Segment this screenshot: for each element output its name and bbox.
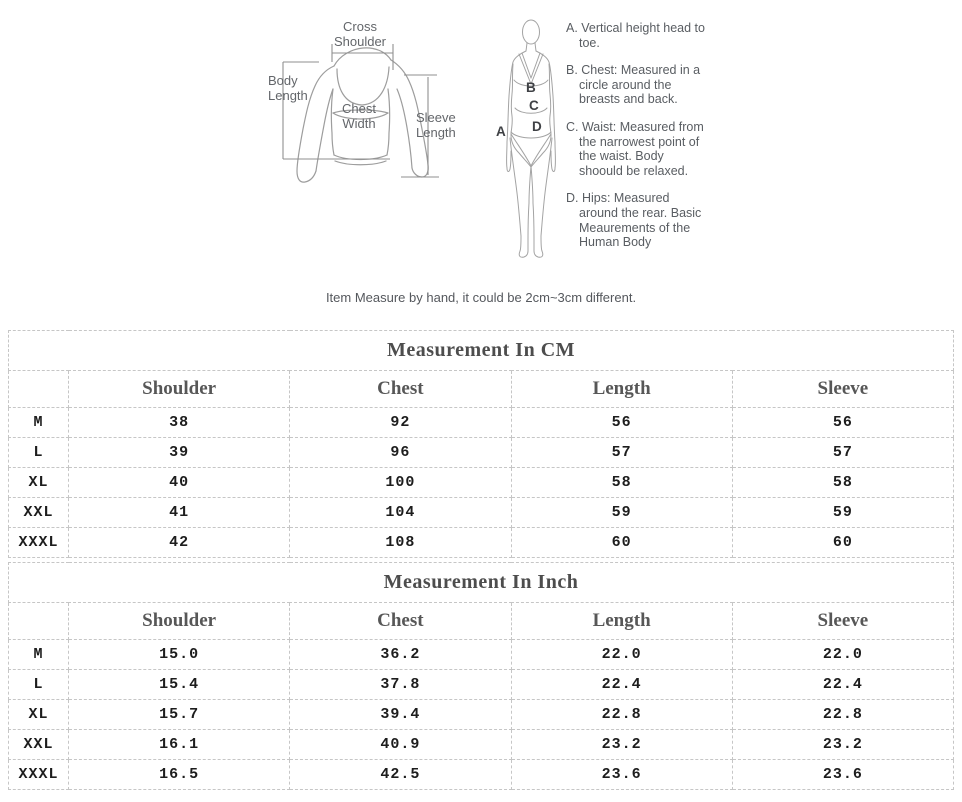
inch-table-title: Measurement In Inch <box>9 563 954 603</box>
value-cell: 23.2 <box>732 730 953 760</box>
value-cell: 22.0 <box>732 640 953 670</box>
sleeve-length-label: Sleeve Length <box>416 110 456 140</box>
figure-label-c: C <box>529 98 539 113</box>
size-cell: XXL <box>9 498 69 528</box>
inch-col-header-shoulder: Shoulder <box>69 603 290 640</box>
cm-col-header-chest: Chest <box>290 371 511 408</box>
value-cell: 23.2 <box>511 730 732 760</box>
value-cell: 15.0 <box>69 640 290 670</box>
note-d: D. Hips: Measured around the rear. Basic Meaurements of the Human Body <box>566 191 702 250</box>
value-cell: 38 <box>69 408 290 438</box>
inch-col-header-size <box>9 603 69 640</box>
chest-width-label: Chest Width <box>342 101 376 131</box>
value-cell: 22.4 <box>732 670 953 700</box>
value-cell: 15.4 <box>69 670 290 700</box>
cm-col-header-size <box>9 371 69 408</box>
note-b: B. Chest: Measured in a circle around the breasts and back. <box>566 63 701 107</box>
value-cell: 22.8 <box>732 700 953 730</box>
table-row <box>9 730 954 760</box>
table-row <box>9 498 954 528</box>
cm-col-header-sleeve: Sleeve <box>732 371 953 408</box>
value-cell: 60 <box>732 528 953 558</box>
value-cell: 108 <box>290 528 511 558</box>
value-cell: 36.2 <box>290 640 511 670</box>
inch-col-header-sleeve: Sleeve <box>732 603 953 640</box>
value-cell: 42 <box>69 528 290 558</box>
cm-col-header-length: Length <box>511 371 732 408</box>
value-cell: 16.1 <box>69 730 290 760</box>
cm-table-title-row <box>9 331 954 371</box>
inch-measurement-table <box>8 562 954 790</box>
value-cell: 39 <box>69 438 290 468</box>
cm-measurement-table <box>8 330 954 558</box>
size-cell: M <box>9 408 69 438</box>
note-a: A. Vertical height head to toe. <box>566 21 705 50</box>
value-cell: 40.9 <box>290 730 511 760</box>
body-figure-diagram <box>498 18 564 258</box>
size-cell: M <box>9 640 69 670</box>
value-cell: 42.5 <box>290 760 511 790</box>
value-cell: 37.8 <box>290 670 511 700</box>
value-cell: 22.8 <box>511 700 732 730</box>
value-cell: 56 <box>511 408 732 438</box>
value-cell: 41 <box>69 498 290 528</box>
inch-col-header-chest: Chest <box>290 603 511 640</box>
value-cell: 57 <box>732 438 953 468</box>
hand-measure-disclaimer: Item Measure by hand, it could be 2cm~3cm different. <box>325 290 637 305</box>
measuring-notes <box>566 21 708 263</box>
table-row <box>9 700 954 730</box>
figure-outline <box>507 20 556 257</box>
table-row <box>9 670 954 700</box>
figure-label-d: D <box>532 119 542 134</box>
table-row <box>9 468 954 498</box>
cm-table-header-row <box>9 371 954 408</box>
value-cell: 15.7 <box>69 700 290 730</box>
value-cell: 96 <box>290 438 511 468</box>
size-cell: XXXL <box>9 528 69 558</box>
inch-col-header-length: Length <box>511 603 732 640</box>
size-cell: XL <box>9 700 69 730</box>
inch-table-header-row <box>9 603 954 640</box>
value-cell: 100 <box>290 468 511 498</box>
value-cell: 22.0 <box>511 640 732 670</box>
size-cell: XL <box>9 468 69 498</box>
value-cell: 56 <box>732 408 953 438</box>
value-cell: 39.4 <box>290 700 511 730</box>
figure-label-a: A <box>496 124 506 139</box>
table-row <box>9 760 954 790</box>
cross-shoulder-label: Cross Shoulder <box>333 19 387 49</box>
figure-label-b: B <box>526 80 536 95</box>
table-row <box>9 438 954 468</box>
value-cell: 16.5 <box>69 760 290 790</box>
size-cell: L <box>9 670 69 700</box>
size-cell: XXXL <box>9 760 69 790</box>
table-row <box>9 408 954 438</box>
note-c: C. Waist: Measured from the narrowest point of the waist. Body shoould be relaxed. <box>566 119 704 178</box>
table-row <box>9 640 954 670</box>
value-cell: 23.6 <box>511 760 732 790</box>
value-cell: 23.6 <box>732 760 953 790</box>
value-cell: 40 <box>69 468 290 498</box>
value-cell: 92 <box>290 408 511 438</box>
value-cell: 104 <box>290 498 511 528</box>
value-cell: 57 <box>511 438 732 468</box>
size-cell: XXL <box>9 730 69 760</box>
inch-table-title-row <box>9 563 954 603</box>
size-cell: L <box>9 438 69 468</box>
cm-table-title: Measurement In CM <box>9 331 954 371</box>
value-cell: 58 <box>732 468 953 498</box>
cm-col-header-shoulder: Shoulder <box>69 371 290 408</box>
value-cell: 58 <box>511 468 732 498</box>
value-cell: 59 <box>511 498 732 528</box>
body-length-label: Body Length <box>268 73 308 103</box>
value-cell: 60 <box>511 528 732 558</box>
value-cell: 22.4 <box>511 670 732 700</box>
measurement-diagram-section <box>0 0 962 330</box>
value-cell: 59 <box>732 498 953 528</box>
table-row <box>9 528 954 558</box>
